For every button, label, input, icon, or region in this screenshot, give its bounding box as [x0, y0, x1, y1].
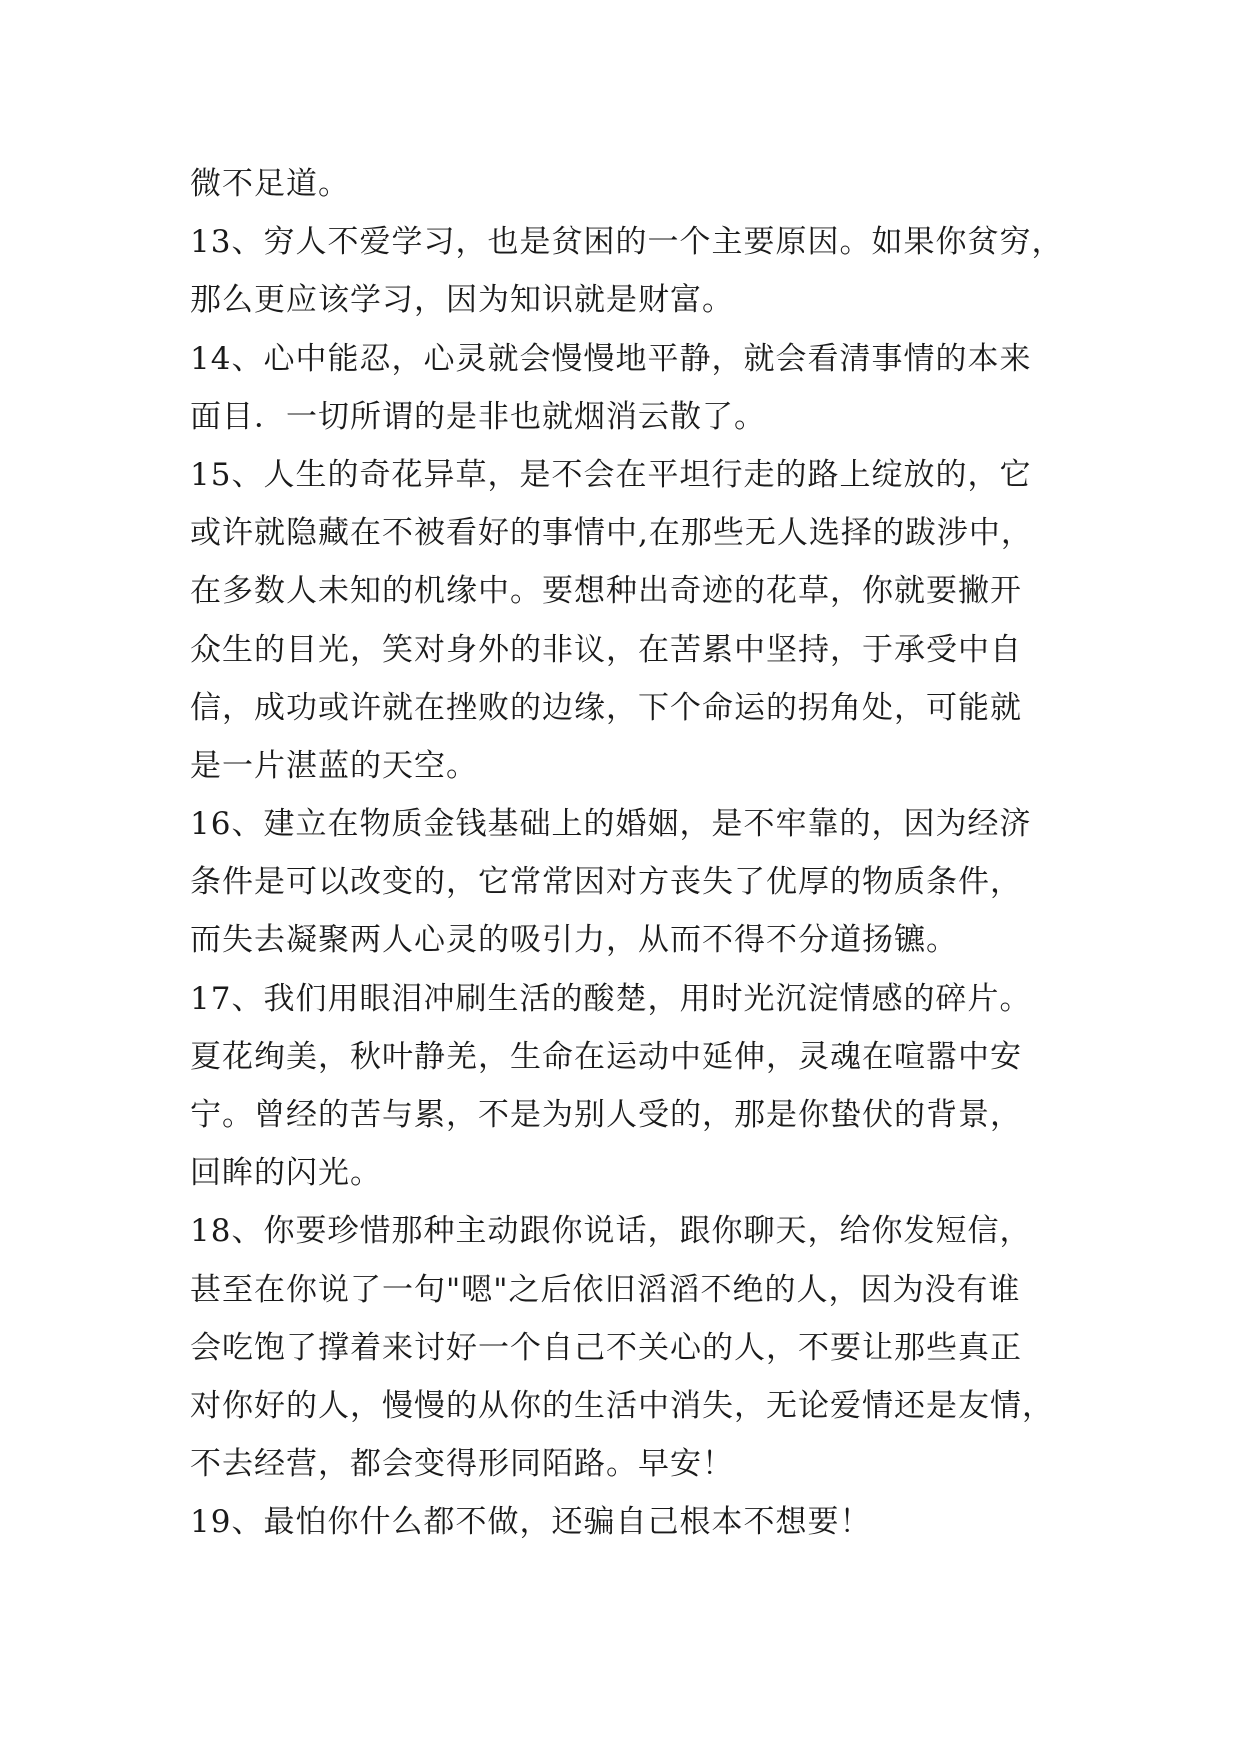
- text-line: 14、心中能忍，心灵就会慢慢地平静，就会看清事情的本来: [190, 340, 1032, 377]
- text-line: 夏花绚美，秋叶静羌，生命在运动中延伸，灵魂在喧嚣中安: [190, 1038, 1022, 1075]
- text-line: 宁。曾经的苦与累，不是为别人受的，那是你蛰伏的背景，: [190, 1097, 1022, 1133]
- text-line: 17、我们用眼泪冲刷生活的酸楚，用时光沉淀情感的碎片。: [190, 980, 1032, 1017]
- text-line: 那么更应该学习，因为知识就是财富。: [190, 282, 734, 319]
- text-line: 条件是可以改变的，它常常因对方丧失了优厚的物质条件，: [190, 864, 1022, 901]
- text-line: 回眸的闪光。: [190, 1155, 382, 1192]
- text-line: 不去经营，都会变得形同陌路。早安！: [190, 1446, 734, 1483]
- text-line: 甚至在你说了一句"嗯"之后依旧滔滔不绝的人，因为没有谁: [190, 1271, 1021, 1308]
- text-line: 众生的目光，笑对身外的非议，在苦累中坚持，于承受中自: [190, 631, 1022, 668]
- document-body: [190, 155, 1070, 1552]
- text-line: 15、人生的奇花异草，是不会在平坦行走的路上绽放的，它: [190, 456, 1032, 493]
- text-line: 16、建立在物质金钱基础上的婚姻，是不牢靠的，因为经济: [190, 806, 1032, 843]
- text-line: 面目．一切所谓的是非也就烟消云散了。: [190, 398, 766, 435]
- text-line: 而失去凝聚两人心灵的吸引力，从而不得不分道扬镳。: [190, 922, 958, 959]
- text-line: 对你好的人，慢慢的从你的生活中消失，无论爱情还是友情，: [190, 1387, 1054, 1424]
- text-line: 信，成功或许就在挫败的边缘，下个命运的拐角处，可能就: [190, 689, 1022, 726]
- text-line: 微不足道。: [190, 166, 350, 202]
- text-line: 18、你要珍惜那种主动跟你说话，跟你聊天，给你发短信，: [190, 1213, 1032, 1250]
- text-line: 或许就隐藏在不被看好的事情中,在那些无人选择的跋涉中，: [190, 515, 1033, 552]
- text-line: 13、穷人不爱学习，也是贫困的一个主要原因。如果你贫穷，: [190, 224, 1064, 261]
- text-line: 19、最怕你什么都不做，还骗自己根本不想要！: [190, 1504, 872, 1541]
- text-line: 会吃饱了撑着来讨好一个自己不关心的人，不要让那些真正: [190, 1329, 1022, 1366]
- text-line: 在多数人未知的机缘中。要想种出奇迹的花草，你就要撇开: [190, 573, 1022, 610]
- text-line: 是一片湛蓝的天空。: [190, 747, 478, 784]
